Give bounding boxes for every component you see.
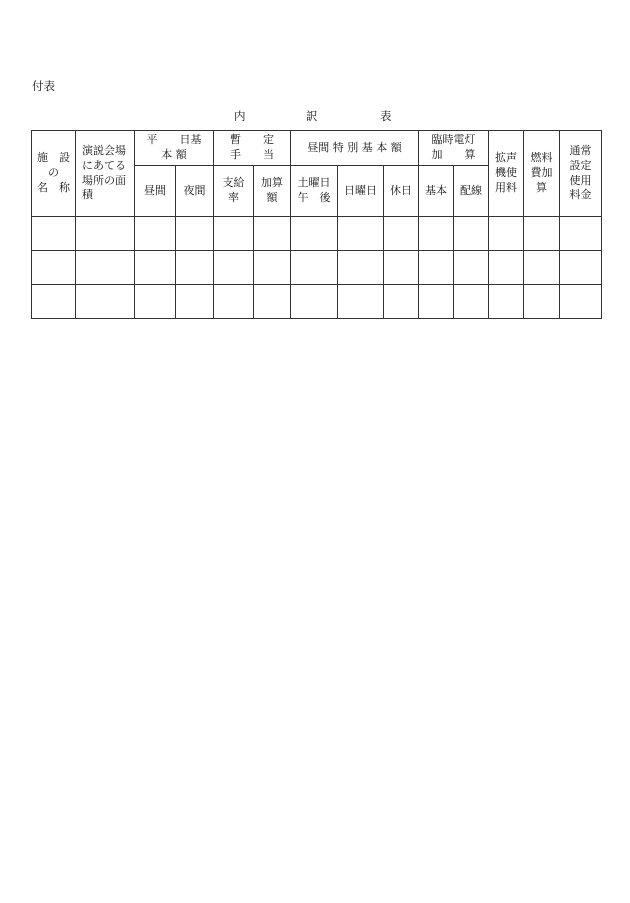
header-basic: 基本: [419, 166, 454, 217]
header-provisional-allowance: 暫 定 手 当: [214, 131, 291, 166]
table-cell: [419, 217, 454, 251]
table-cell: [76, 285, 135, 319]
table-title-char-3: 表: [380, 109, 392, 123]
header-payment-rate: 支給 率: [214, 166, 254, 217]
breakdown-table: [31, 130, 602, 319]
table-cell: [32, 251, 76, 285]
header-daytime: 昼間: [135, 166, 176, 217]
table-cell: [489, 217, 524, 251]
header-standard-usage-fee: 通常 設定 使用 料金: [560, 131, 602, 217]
header-row-top: [32, 131, 602, 166]
table-cell: [338, 217, 384, 251]
table-cell: [384, 285, 419, 319]
header-sunday: 日曜日: [338, 166, 384, 217]
table-cell: [214, 217, 254, 251]
table-title-char-2: 訳: [306, 109, 318, 123]
header-wiring: 配線: [454, 166, 489, 217]
header-venue-area: 演説会場 にあてる 場所の面 積: [76, 131, 135, 217]
header-facility-name: 施 設 の 名 称: [32, 131, 76, 217]
table-cell: [454, 251, 489, 285]
table-cell: [176, 285, 214, 319]
table-row: [32, 285, 602, 319]
appendix-label: 付表: [32, 79, 55, 93]
table-cell: [32, 285, 76, 319]
table-cell: [419, 285, 454, 319]
table-cell: [560, 251, 602, 285]
table-row: [32, 251, 602, 285]
table-cell: [419, 251, 454, 285]
table-cell: [454, 217, 489, 251]
header-surcharge-amount: 加算 額: [254, 166, 291, 217]
table-cell: [214, 251, 254, 285]
table-cell: [524, 285, 560, 319]
table-cell: [254, 285, 291, 319]
table-cell: [76, 251, 135, 285]
table-cell: [338, 285, 384, 319]
table-cell: [489, 251, 524, 285]
table-cell: [384, 251, 419, 285]
table-cell: [291, 217, 338, 251]
header-holiday: 休日: [384, 166, 419, 217]
table-title: [234, 108, 392, 124]
header-night: 夜間: [176, 166, 214, 217]
header-loudspeaker-fee: 拡声 機使 用料: [489, 131, 524, 217]
table-cell: [254, 217, 291, 251]
table-cell: [176, 217, 214, 251]
table-cell: [32, 217, 76, 251]
table-cell: [524, 251, 560, 285]
table-cell: [291, 251, 338, 285]
table-cell: [489, 285, 524, 319]
header-fuel-surcharge: 燃料 費加 算: [524, 131, 560, 217]
table-body: [32, 217, 602, 319]
table-cell: [254, 251, 291, 285]
table-cell: [135, 251, 176, 285]
header-weekday-base: 平 日基 本 額: [135, 131, 214, 166]
header-temporary-lighting: 臨時電灯 加 算: [419, 131, 489, 166]
table-cell: [176, 251, 214, 285]
table-cell: [291, 285, 338, 319]
table-cell: [135, 217, 176, 251]
table-cell: [135, 285, 176, 319]
table-cell: [524, 217, 560, 251]
table-cell: [384, 217, 419, 251]
table-cell: [214, 285, 254, 319]
header-saturday-afternoon: 土曜日 午 後: [291, 166, 338, 217]
header-daytime-special-base: 昼間 特 別 基 本 額: [291, 131, 419, 166]
table-title-char-1: 内: [234, 109, 246, 123]
table-cell: [338, 251, 384, 285]
table-cell: [560, 217, 602, 251]
table-cell: [454, 285, 489, 319]
table-row: [32, 217, 602, 251]
table-cell: [560, 285, 602, 319]
table-cell: [76, 217, 135, 251]
